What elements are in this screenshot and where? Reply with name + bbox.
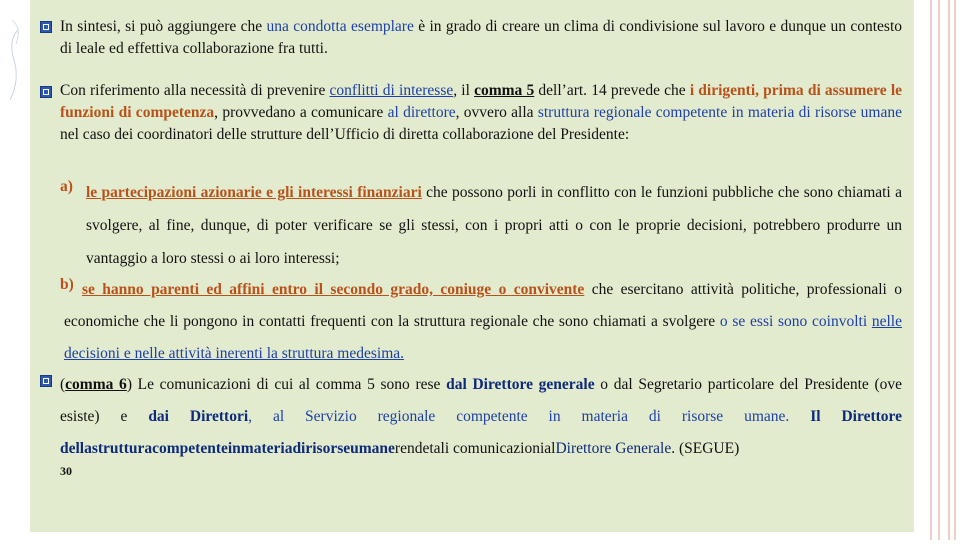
page-number: 30 [60,464,72,478]
text: rendetali comunicazionial [394,440,556,457]
highlight-text: nelle decisioni e nelle attività inerenti la struttura medesima. [64,313,902,362]
highlight-text: le partecipazioni azionarie e gli interessi finanziari [86,184,422,201]
item-b-text [64,274,902,370]
text: che possono porli in conflitto con le funzioni pubbliche che sono chiamati a svolgere, al fine, dunque, di poter verificare se gli stessi, con i propri atti o con le proprie decisioni, potrebbero produrre un vantaggio a loro stessi o ai loro interessi; [86,184,902,267]
text: è in grado di creare un clima di condivisione sul lavoro e dunque un contesto di leale ed effettiva collaborazione fra tutti. [60,18,903,57]
text: , ovvero alla [455,104,538,121]
text: ) Le comunicazioni di cui al comma 5 sono rese [126,376,447,393]
highlight-text: o se essi sono coinvolti [719,313,872,330]
highlight-text: dal Direttore generale [446,376,595,393]
text: , provvedano a comunicare [214,104,388,121]
highlight-text: Direttore Generale [555,440,672,457]
text: nel caso dei coordinatori delle strutture dell’Ufficio di diretta collaborazione del Presidente: [60,126,630,143]
left-ornament [0,0,30,540]
text: dell’art. 14 prevede che [534,82,690,99]
highlight-text: una condotta esemplare [266,18,414,35]
highlight-text: se hanno parenti ed affini entro il secondo grado, coniuge o convivente [82,281,585,298]
paragraph-1 [60,16,902,60]
text: che esercitano attività politiche, professionali o economiche che li pongono in contatti frequenti con la struttura regionale che sono chiamati a svolgere [64,281,902,330]
bullet-icon [40,86,52,98]
item-b-label: b) [60,276,74,293]
text: In sintesi, si può aggiungere che [60,18,267,35]
highlight-text: , al Servizio regionale competente in materia di risorse umane. [248,408,811,425]
right-ornament [920,0,960,540]
highlight-text: dai Direttori [148,408,249,425]
text: , il [453,82,475,99]
highlight-text: comma 6 [65,376,127,393]
item-a-text [86,176,902,275]
highlight-text: i dirigenti, prima di assumere le funzioni di competenza [60,82,902,121]
text: Con riferimento alla necessità di prevenire [60,82,330,99]
text: o dal Segretario particolare del Presidente (ove esiste) e [60,376,903,425]
item-a-label: a) [60,178,73,195]
paragraph-3 [60,369,902,465]
text: . (SEGUE) [671,440,740,457]
highlight-text: comma 5 [474,82,535,99]
highlight-text: al direttore [387,104,456,121]
paragraph-2 [60,80,902,146]
bullet-icon [40,21,52,33]
text: ( [60,376,66,393]
highlight-text: conflitti di interesse [329,82,454,99]
highlight-text: struttura regionale competente in materia di risorse umane [537,104,902,121]
bullet-icon [40,375,52,387]
highlight-text: Il Direttore dellastrutturacompetenteinmateriadirisorseumane [60,408,903,457]
